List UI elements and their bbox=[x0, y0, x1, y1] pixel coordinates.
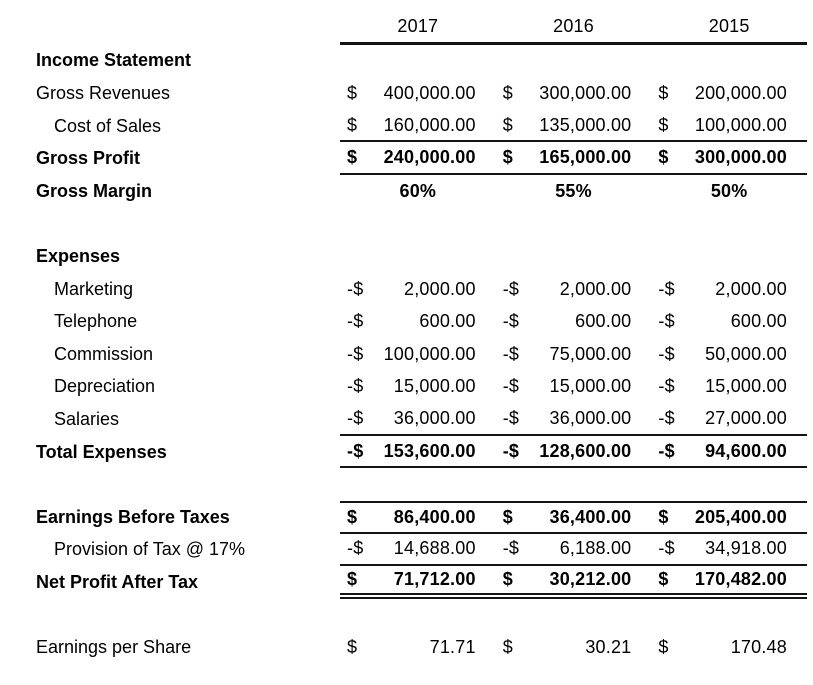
row-label: Salaries bbox=[54, 408, 120, 429]
empty-cell bbox=[340, 468, 496, 501]
amount-cell bbox=[651, 403, 807, 436]
header-spacer-cell bbox=[0, 12, 340, 45]
currency-symbol: -$ bbox=[502, 538, 520, 559]
currency-symbol: $ bbox=[347, 82, 358, 103]
empty-cell bbox=[340, 208, 496, 241]
amount-value: 128,600.00 bbox=[539, 440, 632, 461]
table-row bbox=[0, 338, 813, 371]
percent-cell bbox=[496, 175, 652, 208]
currency-symbol: $ bbox=[658, 114, 669, 135]
amount-cell bbox=[340, 338, 496, 371]
amount-cell bbox=[496, 273, 652, 306]
empty-cell bbox=[340, 240, 496, 273]
currency-symbol: $ bbox=[502, 568, 513, 589]
table-row bbox=[0, 566, 813, 599]
amount-cell bbox=[496, 338, 652, 371]
row-label: Depreciation bbox=[54, 376, 156, 397]
amount-cell bbox=[340, 501, 496, 534]
currency-symbol: -$ bbox=[502, 311, 520, 332]
percent-cell bbox=[340, 175, 496, 208]
year-column-header-2016: 2016 bbox=[496, 12, 652, 45]
currency-symbol: -$ bbox=[658, 278, 675, 299]
currency-symbol: -$ bbox=[658, 440, 675, 461]
empty-cell bbox=[496, 240, 652, 273]
amount-value: 100,000.00 bbox=[383, 343, 476, 364]
amount-value: 400,000.00 bbox=[383, 82, 476, 103]
table-row bbox=[0, 110, 813, 143]
currency-symbol: $ bbox=[347, 568, 358, 589]
empty-cell bbox=[496, 45, 652, 78]
currency-symbol: -$ bbox=[502, 376, 520, 397]
amount-value: 36,400.00 bbox=[549, 506, 632, 527]
amount-value: 2,000.00 bbox=[715, 278, 787, 299]
currency-symbol: -$ bbox=[347, 538, 364, 559]
currency-symbol: $ bbox=[502, 506, 513, 527]
currency-symbol: -$ bbox=[347, 311, 364, 332]
empty-cell bbox=[651, 240, 807, 273]
amount-value: 34,918.00 bbox=[705, 538, 787, 559]
amount-value: 100,000.00 bbox=[694, 114, 787, 135]
amount-value: 75,000.00 bbox=[549, 343, 632, 364]
amount-value: 300,000.00 bbox=[539, 82, 632, 103]
amount-cell bbox=[340, 305, 496, 338]
empty-cell bbox=[651, 468, 807, 501]
currency-symbol: $ bbox=[502, 114, 513, 135]
amount-value: 240,000.00 bbox=[383, 147, 476, 168]
currency-symbol: $ bbox=[658, 82, 669, 103]
percent-value: 60% bbox=[399, 180, 437, 201]
currency-symbol: -$ bbox=[502, 343, 520, 364]
currency-symbol: -$ bbox=[502, 278, 520, 299]
amount-cell bbox=[496, 371, 652, 404]
amount-cell bbox=[496, 142, 652, 175]
amount-cell bbox=[340, 631, 496, 664]
amount-cell bbox=[340, 110, 496, 143]
currency-symbol: -$ bbox=[502, 440, 520, 461]
amount-cell bbox=[340, 273, 496, 306]
currency-symbol: -$ bbox=[658, 343, 675, 364]
currency-symbol: $ bbox=[658, 506, 669, 527]
amount-value: 50,000.00 bbox=[705, 343, 787, 364]
amount-cell bbox=[496, 534, 652, 567]
row-label: Income Statement bbox=[36, 50, 192, 71]
spacer-row bbox=[0, 599, 813, 632]
empty-cell bbox=[340, 45, 496, 78]
currency-symbol: $ bbox=[347, 147, 358, 168]
year-header-row bbox=[0, 12, 813, 45]
row-label: Expenses bbox=[36, 245, 121, 266]
amount-cell bbox=[340, 403, 496, 436]
amount-cell bbox=[496, 631, 652, 664]
amount-value: 15,000.00 bbox=[549, 376, 632, 397]
currency-symbol: $ bbox=[347, 506, 358, 527]
amount-cell bbox=[651, 501, 807, 534]
row-label: Total Expenses bbox=[36, 441, 167, 462]
amount-value: 300,000.00 bbox=[694, 147, 787, 168]
empty-cell bbox=[651, 599, 807, 632]
amount-value: 600.00 bbox=[575, 311, 632, 332]
table-row bbox=[0, 175, 813, 208]
amount-cell bbox=[651, 273, 807, 306]
row-label: Cost of Sales bbox=[54, 115, 162, 136]
currency-symbol: -$ bbox=[347, 278, 364, 299]
amount-value: 15,000.00 bbox=[705, 376, 787, 397]
currency-symbol: $ bbox=[658, 568, 669, 589]
amount-value: 30.21 bbox=[585, 637, 632, 658]
amount-cell bbox=[651, 110, 807, 143]
currency-symbol: $ bbox=[658, 637, 669, 658]
amount-value: 6,188.00 bbox=[559, 538, 632, 559]
table-row bbox=[0, 534, 813, 567]
row-label: Commission bbox=[54, 343, 154, 364]
empty-cell bbox=[340, 599, 496, 632]
row-label: Provision of Tax @ 17% bbox=[54, 539, 246, 560]
row-label: Gross Margin bbox=[36, 180, 153, 201]
empty-cell bbox=[496, 208, 652, 241]
amount-cell bbox=[651, 436, 807, 469]
row-label bbox=[0, 599, 340, 632]
currency-symbol: $ bbox=[347, 114, 358, 135]
currency-symbol: -$ bbox=[347, 376, 364, 397]
table-row bbox=[0, 403, 813, 436]
percent-value: 55% bbox=[555, 180, 592, 201]
amount-value: 165,000.00 bbox=[539, 147, 632, 168]
currency-symbol: -$ bbox=[658, 538, 675, 559]
currency-symbol: -$ bbox=[658, 407, 675, 428]
amount-cell bbox=[340, 436, 496, 469]
amount-cell bbox=[651, 371, 807, 404]
row-label: Telephone bbox=[54, 311, 138, 332]
row-label: Net Profit After Tax bbox=[36, 571, 199, 592]
amount-cell bbox=[651, 338, 807, 371]
row-label: Marketing bbox=[54, 278, 134, 299]
amount-value: 71,712.00 bbox=[393, 568, 476, 589]
amount-value: 27,000.00 bbox=[705, 407, 787, 428]
amount-value: 153,600.00 bbox=[383, 440, 476, 461]
amount-value: 200,000.00 bbox=[694, 82, 787, 103]
rows-container bbox=[0, 45, 813, 664]
amount-cell bbox=[651, 305, 807, 338]
table-row bbox=[0, 371, 813, 404]
currency-symbol: $ bbox=[502, 637, 513, 658]
percent-cell bbox=[651, 175, 807, 208]
table-row bbox=[0, 240, 813, 273]
amount-cell bbox=[496, 403, 652, 436]
empty-cell bbox=[496, 599, 652, 632]
currency-symbol: $ bbox=[658, 147, 669, 168]
amount-value: 94,600.00 bbox=[705, 440, 787, 461]
year-column-header-2015: 2015 bbox=[651, 12, 807, 45]
amount-cell bbox=[651, 77, 807, 110]
amount-cell bbox=[340, 142, 496, 175]
currency-symbol: -$ bbox=[347, 343, 364, 364]
spacer-row bbox=[0, 468, 813, 501]
row-label: Earnings Before Taxes bbox=[36, 506, 230, 527]
amount-cell bbox=[340, 534, 496, 567]
currency-symbol: -$ bbox=[347, 407, 364, 428]
currency-symbol: $ bbox=[347, 637, 358, 658]
currency-symbol: -$ bbox=[502, 407, 520, 428]
amount-value: 14,688.00 bbox=[393, 538, 476, 559]
year-column-header-2017: 2017 bbox=[340, 12, 496, 45]
amount-cell bbox=[496, 110, 652, 143]
amount-value: 600.00 bbox=[730, 311, 787, 332]
empty-cell bbox=[496, 468, 652, 501]
amount-cell bbox=[496, 305, 652, 338]
amount-cell bbox=[651, 142, 807, 175]
row-label: Gross Profit bbox=[36, 148, 141, 169]
row-label bbox=[0, 468, 340, 501]
amount-cell bbox=[340, 371, 496, 404]
table-row bbox=[0, 273, 813, 306]
row-label: Earnings per Share bbox=[36, 637, 192, 658]
amount-value: 2,000.00 bbox=[559, 278, 632, 299]
spacer-row bbox=[0, 208, 813, 241]
amount-value: 36,000.00 bbox=[393, 407, 476, 428]
table-row bbox=[0, 305, 813, 338]
table-row bbox=[0, 77, 813, 110]
amount-value: 170,482.00 bbox=[694, 568, 787, 589]
currency-symbol: -$ bbox=[658, 376, 675, 397]
row-label: Gross Revenues bbox=[36, 82, 171, 103]
currency-symbol: -$ bbox=[347, 440, 364, 461]
percent-value: 50% bbox=[710, 180, 748, 201]
table-row bbox=[0, 631, 813, 664]
amount-cell bbox=[496, 566, 652, 599]
table-row bbox=[0, 501, 813, 534]
amount-cell bbox=[496, 77, 652, 110]
amount-value: 71.71 bbox=[429, 637, 476, 658]
currency-symbol: $ bbox=[502, 82, 513, 103]
amount-value: 15,000.00 bbox=[393, 376, 476, 397]
table-row bbox=[0, 142, 813, 175]
amount-cell bbox=[496, 501, 652, 534]
amount-cell bbox=[340, 566, 496, 599]
amount-cell bbox=[496, 436, 652, 469]
amount-value: 600.00 bbox=[419, 311, 476, 332]
row-label bbox=[0, 208, 340, 241]
amount-value: 205,400.00 bbox=[694, 506, 787, 527]
amount-cell bbox=[340, 77, 496, 110]
amount-value: 36,000.00 bbox=[549, 407, 632, 428]
table-row bbox=[0, 45, 813, 78]
amount-value: 160,000.00 bbox=[383, 114, 476, 135]
amount-value: 30,212.00 bbox=[549, 568, 632, 589]
currency-symbol: -$ bbox=[658, 311, 675, 332]
amount-cell bbox=[651, 534, 807, 567]
amount-value: 2,000.00 bbox=[404, 278, 476, 299]
amount-value: 135,000.00 bbox=[539, 114, 632, 135]
empty-cell bbox=[651, 208, 807, 241]
amount-value: 86,400.00 bbox=[393, 506, 476, 527]
table-row bbox=[0, 436, 813, 469]
empty-cell bbox=[651, 45, 807, 78]
amount-value: 170.48 bbox=[730, 637, 787, 658]
amount-cell bbox=[651, 631, 807, 664]
amount-cell bbox=[651, 566, 807, 599]
currency-symbol: $ bbox=[502, 147, 513, 168]
